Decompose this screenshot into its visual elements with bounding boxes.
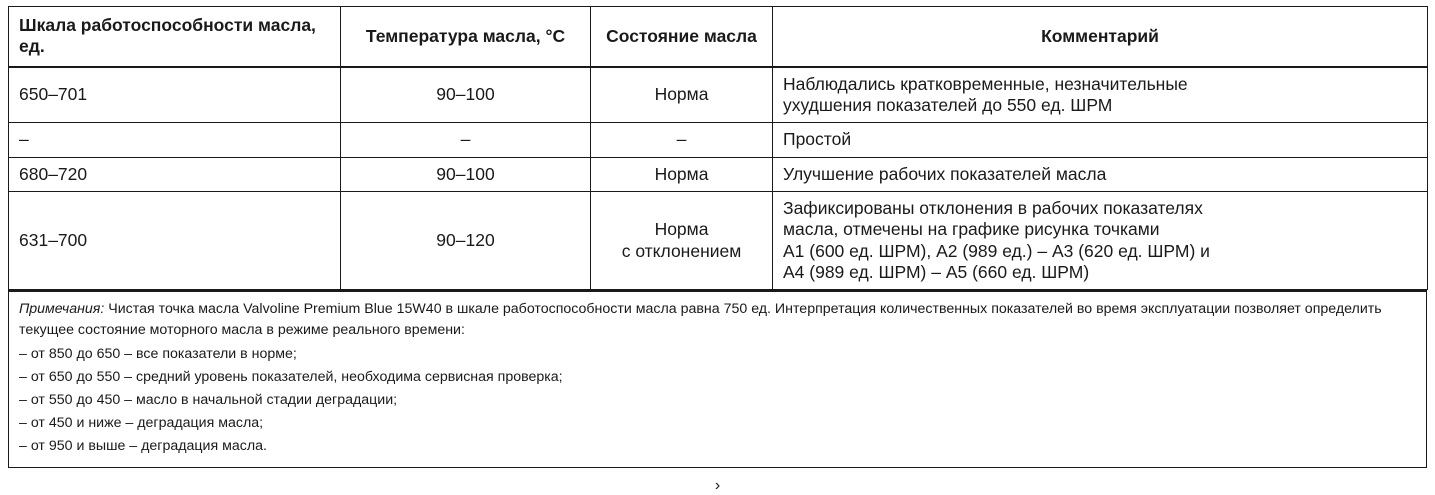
table-header [9,7,1428,67]
cell-scale: – [9,123,341,157]
notes-lead-line: Чистая точка масла Valvoline Premium Blue 15W40 в шкале работоспособности масла равна 750 ед. Интерпретация количественных [108,301,988,318]
notes-bullet: – от 450 и ниже – деградация масла; [19,414,264,431]
comment-line: А1 (600 ед. ШРМ), А2 (989 ед.) – А3 (620 ед. ШРМ) и [783,240,1210,261]
cell-scale: 631–700 [9,192,341,290]
header-comment: Комментарий [773,7,1428,67]
notes-label: Примечания: [19,301,105,318]
cell-scale: 680–720 [9,157,341,191]
cell-state-main: – [676,129,687,150]
notes-bullet: – от 950 и выше – деградация масла. [19,437,267,454]
header-state: Состояние масла [591,7,773,67]
notes-bullet: – от 550 до 450 – масло в начальной стадии деградации; [19,391,398,408]
cell-temperature: 90–120 [341,192,591,290]
cell-scale: 650–701 [9,67,341,123]
table-header-row [9,7,1428,67]
header-scale: Шкала работоспособности масла, ед. [9,7,341,67]
cell-comment [773,123,1428,157]
notes-lead-line: показателей во время эксплуатации позволяет определить текущее состояние моторного масла в режиме реального времени: [19,301,1382,339]
cell-temperature: 90–100 [341,67,591,123]
comment-line: А4 (989 ед. ШРМ) – А5 (660 ед. ШРМ) [783,262,1090,283]
table-row [9,157,1428,191]
notes-bullet: – от 850 до 650 – все показатели в норме; [19,345,297,362]
cell-temperature: 90–100 [341,157,591,191]
comment-line: Зафиксированы отклонения в рабочих показателях [783,198,1203,219]
cell-state-main: Норма [654,219,709,240]
comment-line: ухудшения показателей до 550 ед. ШРМ [783,95,1113,116]
cell-temperature: – [341,123,591,157]
header-temperature: Температура масла, °C [341,7,591,67]
table-row [9,192,1428,290]
table-row [9,67,1428,123]
page-caret-marker: › [714,477,721,494]
cell-state [591,192,773,290]
cell-state [591,67,773,123]
comment-line: масла, отмечены на графике рисунка точками [783,219,1160,240]
notes-lead [19,299,1416,340]
table-notes [8,290,1427,467]
cell-state [591,157,773,191]
cell-comment [773,192,1428,290]
comment-line: Наблюдались кратковременные, незначительные [783,73,1188,94]
comment-line: Улучшение рабочих показателей масла [783,163,1107,184]
cell-state-main: Норма [654,163,709,184]
oil-condition-table [8,6,1428,290]
notes-bullet: – от 650 до 550 – средний уровень показателей, необходима сервисная проверка; [19,368,563,385]
cell-state-note: с отклонением [621,240,742,261]
cell-state-main: Норма [654,84,709,105]
comment-line: Простой [783,129,852,150]
table-row [9,123,1428,157]
cell-comment [773,67,1428,123]
table-body [9,67,1428,290]
cell-state [591,123,773,157]
cell-comment [773,157,1428,191]
